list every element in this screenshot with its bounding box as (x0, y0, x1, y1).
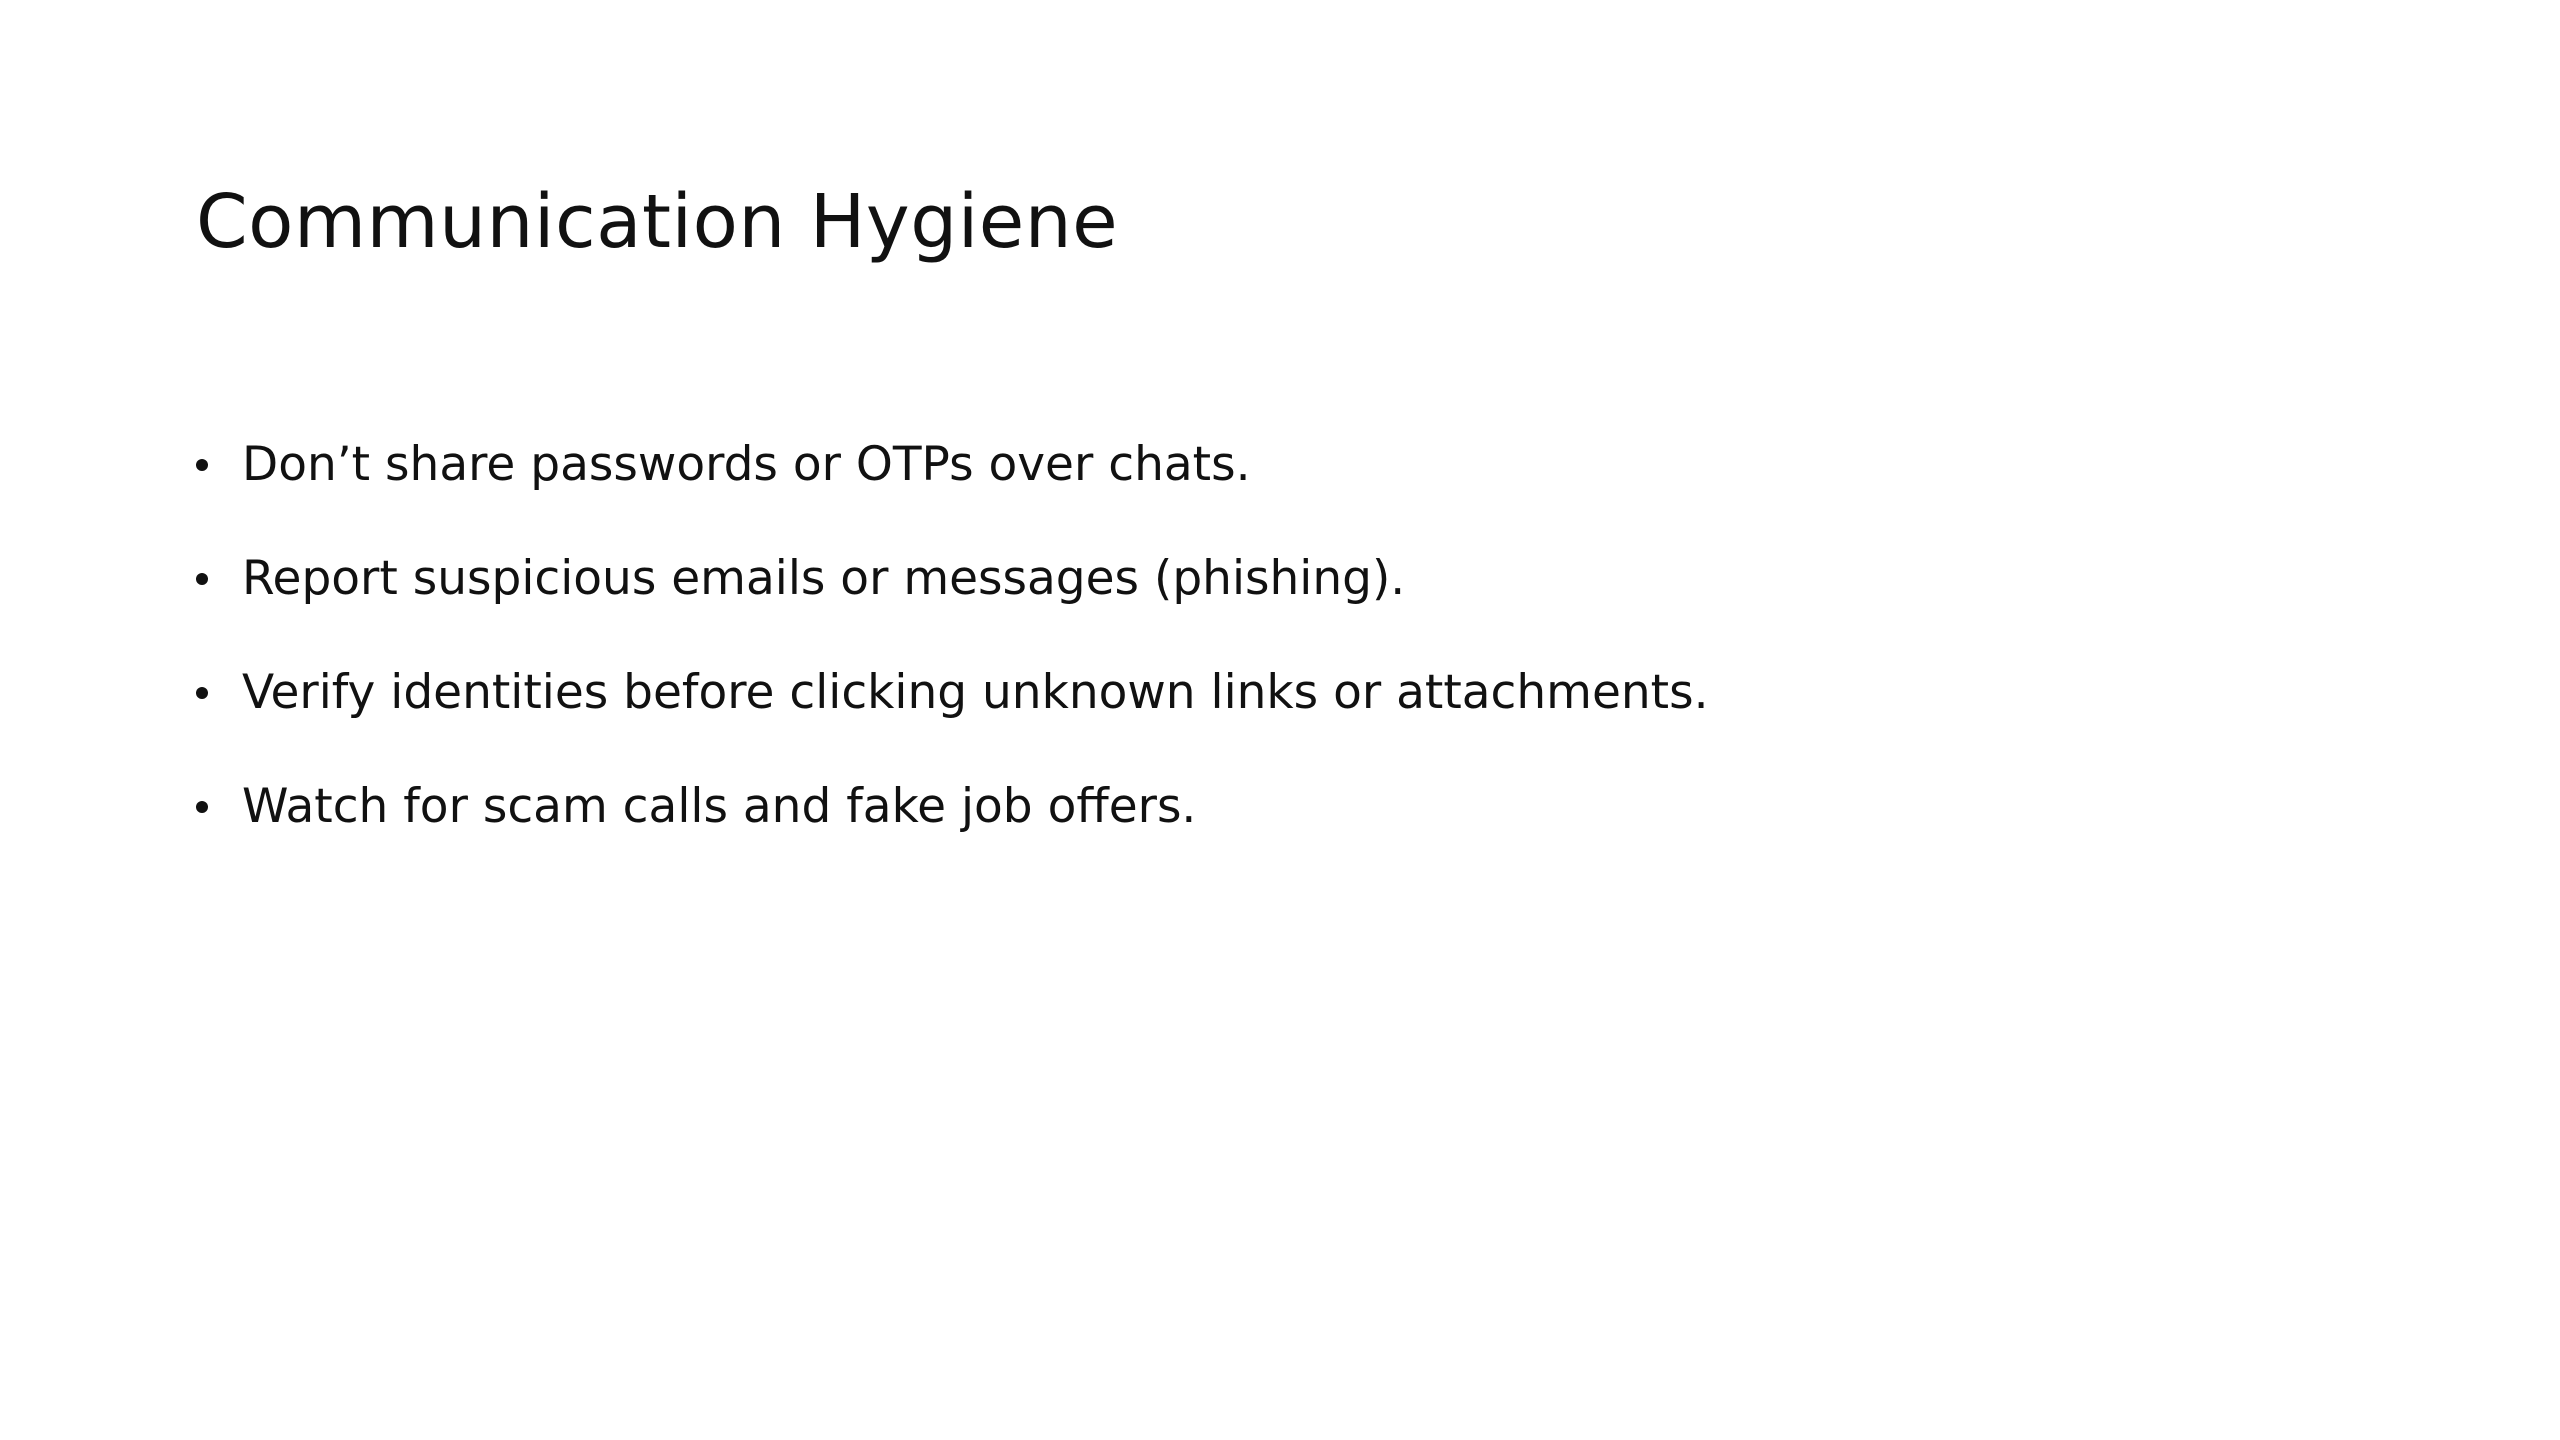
bullet-list (196, 408, 1709, 864)
list-item (196, 408, 1709, 522)
slide-title: Communication Hygiene (196, 179, 1119, 265)
list-item (196, 750, 1709, 864)
bullet-text: Don’t share passwords or OTPs over chats. (242, 436, 1251, 492)
bullet-icon (196, 573, 208, 585)
bullet-text: Watch for scam calls and fake job offers. (242, 778, 1197, 834)
bullet-text: Report suspicious emails or messages (phishing). (242, 550, 1406, 606)
bullet-icon (196, 801, 208, 813)
bullet-icon (196, 687, 208, 699)
bullet-icon (196, 459, 208, 471)
list-item (196, 636, 1709, 750)
bullet-text: Verify identities before clicking unknown links or attachments. (242, 664, 1709, 720)
list-item (196, 522, 1709, 636)
